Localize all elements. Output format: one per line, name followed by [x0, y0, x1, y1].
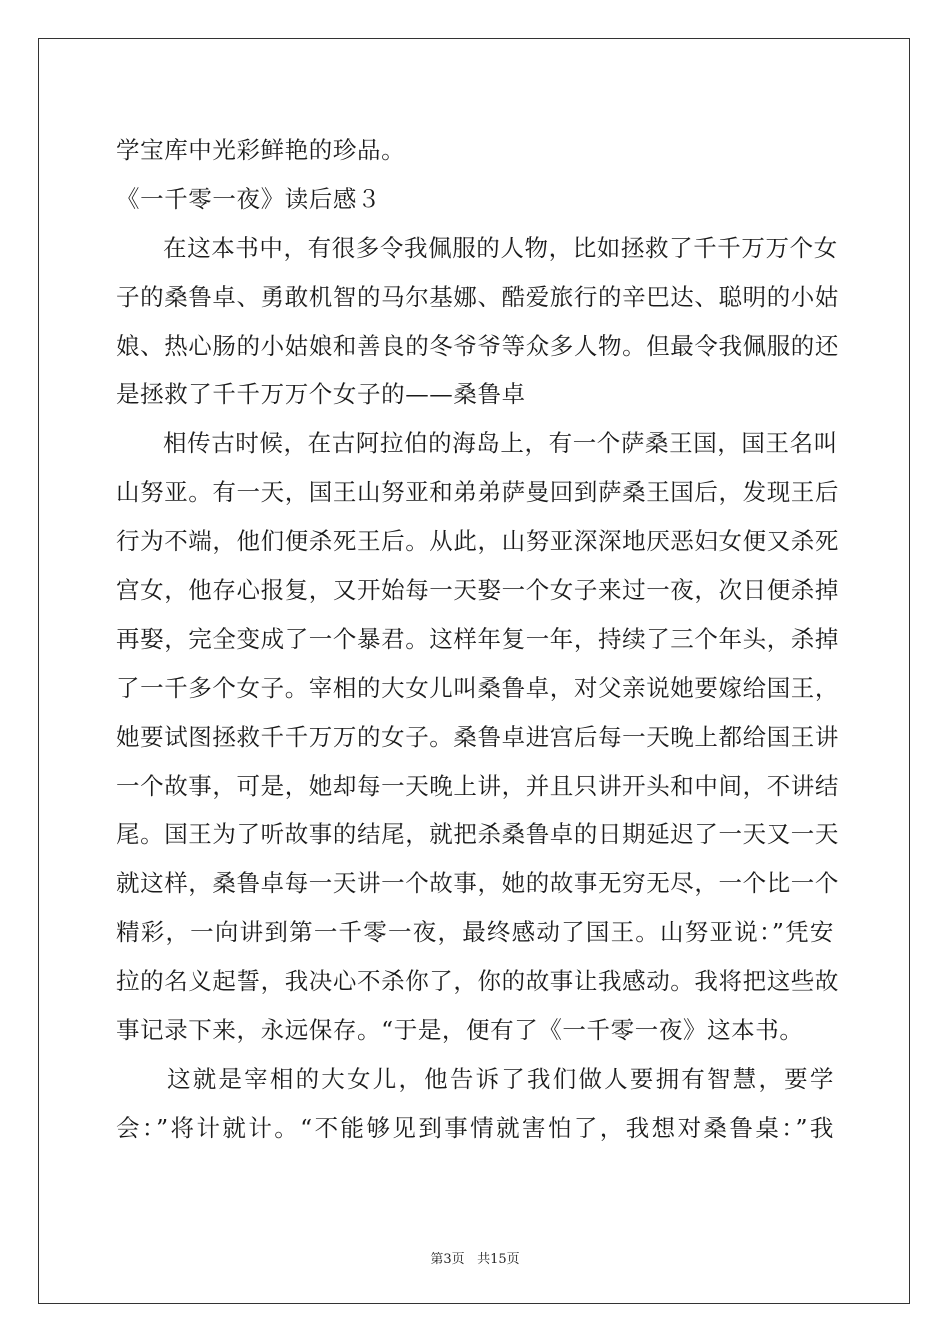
paragraph-line: 事记录下来，永远保存。“于是，便有了《一千零一夜》这本书。 [116, 1016, 804, 1045]
page-footer [0, 1248, 950, 1267]
paragraph-line: 就这样，桑鲁卓每一天讲一个故事，她的故事无穷无尽，一个比一个 [116, 869, 839, 898]
paragraph-line: 一个故事，可是，她却每一天晚上讲，并且只讲开头和中间，不讲结 [116, 771, 839, 800]
paragraph-line: 精彩，一向讲到第一千零一夜，最终感动了国王。山努亚说：”凭安 [116, 918, 834, 947]
paragraph-line: 相传古时候，在古阿拉伯的海岛上，有一个萨桑王国，国王名叫 [163, 429, 838, 458]
paragraph-line: 她要试图拯救千千万万的女子。桑鲁卓进宫后每一天晚上都给国王讲 [116, 722, 839, 751]
paragraph-line: 再娶，完全变成了一个暴君。这样年复一年，持续了三个年头，杀掉 [116, 624, 839, 653]
paragraph-line: 娘、热心肠的小姑娘和善良的冬爷爷等众多人物。但最令我佩服的还 [116, 331, 839, 360]
paragraph-line: 行为不端，他们便杀死王后。从此，山努亚深深地厌恶妇女便又杀死 [116, 527, 839, 556]
paragraph-line: 在这本书中，有很多令我佩服的人物，比如拯救了千千万万个女 [163, 233, 838, 262]
paragraph-line: 拉的名义起誓，我决心不杀你了，你的故事让我感动。我将把这些故 [116, 967, 839, 996]
paragraph-line: 尾。国王为了听故事的结尾，就把杀桑鲁卓的日期延迟了一天又一天 [116, 820, 839, 849]
paragraph-line: 子的桑鲁卓、勇敢机智的马尔基娜、酷爱旅行的辛巴达、聪明的小姑 [116, 282, 839, 311]
page-total: 共15页 [477, 1252, 520, 1267]
paragraph-line: 是拯救了千千万万个女子的——桑鲁卓 [116, 380, 526, 409]
section-heading: 《一千零一夜》读后感３ [116, 184, 382, 213]
page-number: 第3页 [430, 1252, 465, 1267]
paragraph-line: 这就是宰相的大女儿，他告诉了我们做人要拥有智慧，要学 [167, 1064, 834, 1093]
paragraph-line: 会：”将计就计。“不能够见到事情就害怕了，我想对桑鲁桌：”我 [116, 1113, 834, 1142]
text-line: 学宝库中光彩鲜艳的珍品。 [116, 136, 406, 164]
paragraph-line: 山努亚。有一天，国王山努亚和弟弟萨曼回到萨桑王国后，发现王后 [116, 478, 839, 507]
paragraph-line: 宫女，他存心报复，又开始每一天娶一个女子来过一夜，次日便杀掉 [116, 576, 839, 605]
paragraph-line: 了一千多个女子。宰相的大女儿叫桑鲁卓，对父亲说她要嫁给国王， [116, 673, 839, 702]
document-body [116, 126, 839, 1153]
